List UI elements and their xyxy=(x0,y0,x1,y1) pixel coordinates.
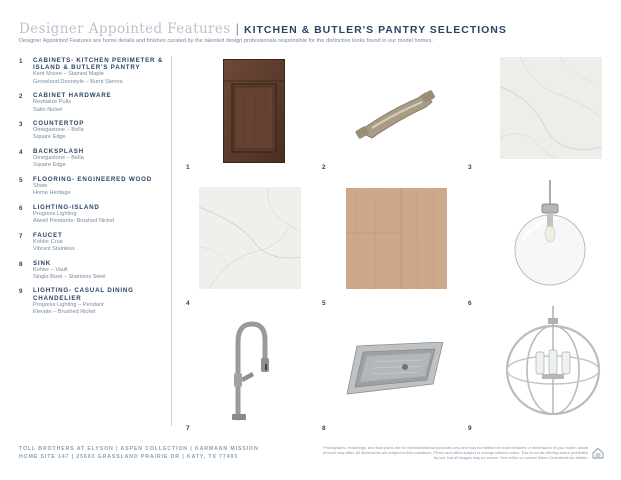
image-label-9: 9 xyxy=(468,425,472,432)
selection-item xyxy=(19,92,169,114)
selection-number: 2 xyxy=(19,93,23,101)
selection-item xyxy=(19,232,169,254)
selection-item xyxy=(19,57,169,86)
footer-address xyxy=(19,445,259,461)
page-header xyxy=(19,20,609,38)
image-label-5: 5 xyxy=(322,300,326,307)
selection-item xyxy=(19,120,169,142)
selection-number: 4 xyxy=(19,148,23,156)
selection-title: CABINET HARDWARE xyxy=(33,92,112,100)
selection-detail: Kohler – Vault xyxy=(33,266,68,273)
cabinet-door-image xyxy=(223,59,285,163)
selection-detail: Satin Nickel xyxy=(33,106,63,113)
selection-detail: Single Bowl – Stainless Steel xyxy=(33,273,106,280)
image-label-4: 4 xyxy=(186,300,190,307)
selection-item xyxy=(19,148,169,170)
selection-item xyxy=(19,204,169,226)
faucet-image xyxy=(228,318,270,422)
selection-number: 5 xyxy=(19,176,23,184)
selection-item xyxy=(19,176,169,198)
selection-detail: Progress Lighting xyxy=(33,210,77,217)
selection-list xyxy=(19,57,169,323)
selection-title: LIGHTING- CASUAL DINING CHANDELIER xyxy=(33,287,134,302)
selection-item xyxy=(19,260,169,282)
selection-detail: Omegastone – Bella xyxy=(33,155,84,162)
selection-number: 7 xyxy=(19,232,23,240)
selection-title: FAUCET xyxy=(33,231,63,239)
selection-detail: Revitalize Pulls xyxy=(33,99,71,106)
selection-number: 8 xyxy=(19,260,23,268)
selection-number: 1 xyxy=(19,58,23,65)
page-subtitle: KITCHEN & BUTLER'S PANTRY SELECTIONS xyxy=(244,24,507,36)
selection-detail: Elevate – Brushed Nickel xyxy=(33,309,96,316)
selection-detail: Omegastone – Bella xyxy=(33,127,84,134)
selection-number: 6 xyxy=(19,204,23,212)
image-label-7: 7 xyxy=(186,425,190,432)
image-label-8: 8 xyxy=(322,425,326,432)
image-label-1: 1 xyxy=(186,164,190,171)
selection-detail: Square Edge xyxy=(33,134,66,141)
image-label-3: 3 xyxy=(468,164,472,171)
selection-detail: Progress Lighting – Pendant xyxy=(33,301,104,308)
backsplash-image xyxy=(199,187,301,289)
cabinet-pull-image xyxy=(350,80,440,140)
flooring-image xyxy=(346,188,447,289)
footer-disclaimer: Photographs, renderings, and floor plans are for representational purposes only and may not reflect the exact features or dimensions of your home; actual product may differ. All dimensions are subject to field variations. Prices and offers subject to change without notice. This is not an offering where prohibited by law. Not all images may be shown. See online or contact Sales Consultants for details. xyxy=(322,445,588,460)
selection-title: BACKSPLASH xyxy=(33,147,84,155)
image-label-6: 6 xyxy=(468,300,472,307)
selection-title: CABINETS- KITCHEN PERIMETER & ISLAND & BUTLER'S PANTRY xyxy=(33,57,164,72)
selection-detail: Vibrant Stainless xyxy=(33,246,75,253)
sink-image xyxy=(345,342,445,398)
selection-title: FLOORING- ENGINEERED WOOD xyxy=(33,175,152,183)
selection-item xyxy=(19,287,169,316)
page-title: Designer Appointed Features xyxy=(19,21,231,37)
equal-housing-icon xyxy=(592,446,604,458)
selection-detail: Square Edge xyxy=(33,162,66,169)
selection-title: LIGHTING-ISLAND xyxy=(33,203,100,211)
selection-detail: Groveland Doorstyle – Burnt Sienna xyxy=(33,78,123,85)
countertop-image xyxy=(500,57,602,159)
selection-detail: Kohler Crue xyxy=(33,238,63,245)
island-pendant-image xyxy=(513,180,587,292)
selection-title: SINK xyxy=(33,259,51,267)
selection-title: COUNTERTOP xyxy=(33,120,85,128)
selection-number: 3 xyxy=(19,121,23,129)
selection-detail: Home Heritage xyxy=(33,190,71,197)
title-separator: | xyxy=(235,21,239,36)
chandelier-image xyxy=(500,306,606,418)
footer-line-2: HOME SITE 147 | 25603 GRASSLAND PRAIRIE DR | KATY, TX 77493 xyxy=(19,454,239,460)
vertical-divider xyxy=(171,56,172,426)
page-description: Designer Appointed Features are home details and finishes curated by the talented design professionals responsible for the distinctive looks found in our model homes. xyxy=(19,38,433,44)
selection-number: 9 xyxy=(19,288,23,296)
selection-detail: Kent Moore – Stained Maple xyxy=(33,71,104,78)
footer-line-1: TOLL BROTHERS AT ELYSON | ASPEN COLLECTION | KARMANN MISSION xyxy=(19,446,259,452)
selection-detail: Atwell Pendants- Brushed Nickel xyxy=(33,218,115,225)
selection-detail: Shaw xyxy=(33,183,47,190)
image-label-2: 2 xyxy=(322,164,326,171)
